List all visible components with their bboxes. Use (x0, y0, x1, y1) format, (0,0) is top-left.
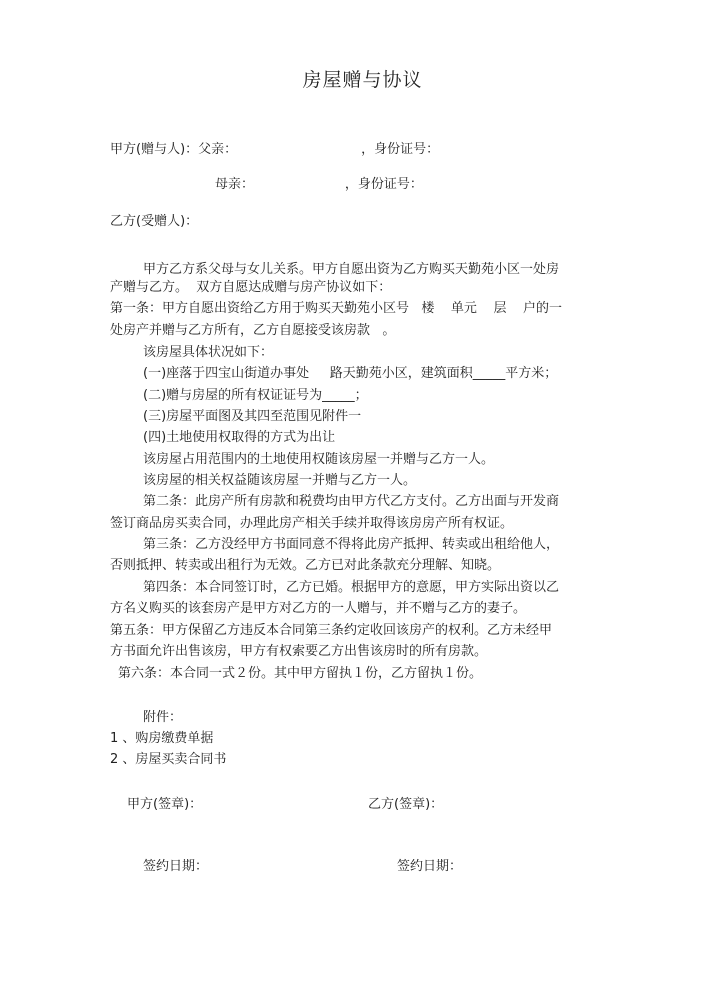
intro-line-2: 产赠与乙方。 双方自愿达成赠与房产协议如下： (110, 280, 392, 295)
annex-item-1: 1 、购房缴费单据 (110, 731, 214, 746)
house-item-3: (三)房屋平面图及其四至范围见附件一 (143, 409, 362, 424)
party-b-sign-date: 签约日期： (397, 859, 463, 874)
document-title: 房屋赠与协议 (302, 69, 423, 91)
article-3-line-1: 第三条：乙方没经甲方书面同意不得将此房产抵押、转卖或出租给他人， (143, 537, 560, 552)
intro-line-1: 甲方乙方系父母与女儿关系。甲方自愿出资为乙方购买天勤苑小区一处房 (143, 262, 560, 277)
annex-label: 附件： (143, 710, 183, 725)
party-b-line: 乙方(受赠人)： (110, 214, 199, 229)
article-5-line-1: 第五条：甲方保留乙方违反本合同第三条约定收回该房产的权利。乙方未经甲 (110, 623, 553, 638)
party-a-line: 甲方(赠与人)：父亲： ，身份证号： (110, 142, 440, 157)
party-a-signature: 甲方(签章)： (127, 797, 203, 812)
article-5-line-2: 方书面允许出售该房，甲方有权索要乙方出售该房时的所有房款。 (110, 644, 488, 659)
annex-item-2: 2 、房屋买卖合同书 (110, 752, 227, 767)
article-2-line-2: 签订商品房买卖合同，办理此房产相关手续并取得该房房产所有权证。 (110, 516, 514, 531)
mother-line: 母亲： ，身份证号： (215, 177, 423, 192)
article-1-line-1: 第一条：甲方自愿出资给乙方用于购买天勤苑小区号 楼 单元 层 户的一 (110, 301, 562, 316)
article-1-line-2: 处房产并赠与乙方所有，乙方自愿接受该房款 。 (110, 323, 396, 338)
party-b-signature: 乙方(签章)： (368, 797, 444, 812)
house-item-2: (二)赠与房屋的所有权证证号为_____； (143, 388, 368, 403)
article-4-line-1: 第四条：本合同签订时，乙方已婚。根据甲方的意愿，甲方实际出资以乙 (143, 580, 560, 595)
party-a-sign-date: 签约日期： (143, 859, 209, 874)
article-6-line: 第六条：本合同一式２份。其中甲方留执１份，乙方留执１份。 (118, 666, 483, 681)
article-2-line-1: 第二条：此房产所有房款和税费均由甲方代乙方支付。乙方出面与开发商 (143, 494, 560, 509)
article-3-line-2: 否则抵押、转卖或出租行为无效。乙方已对此条款充分理解、知晓。 (110, 558, 501, 573)
house-item-1: (一)座落于四宝山街道办事处 路天勤苑小区，建筑面积_____平方米； (143, 366, 558, 381)
land-use-line: 该房屋占用范围内的土地使用权随该房屋一并赠与乙方一人。 (143, 452, 495, 467)
article-4-line-2: 方名义购买的该套房产是甲方对乙方的一人赠与，并不赠与乙方的妻子。 (110, 601, 527, 616)
rights-line: 该房屋的相关权益随该房屋一并赠与乙方一人。 (143, 473, 417, 488)
house-item-4: (四)土地使用权取得的方式为出让 (143, 430, 336, 445)
house-status-heading: 该房屋具体状况如下： (143, 345, 274, 360)
